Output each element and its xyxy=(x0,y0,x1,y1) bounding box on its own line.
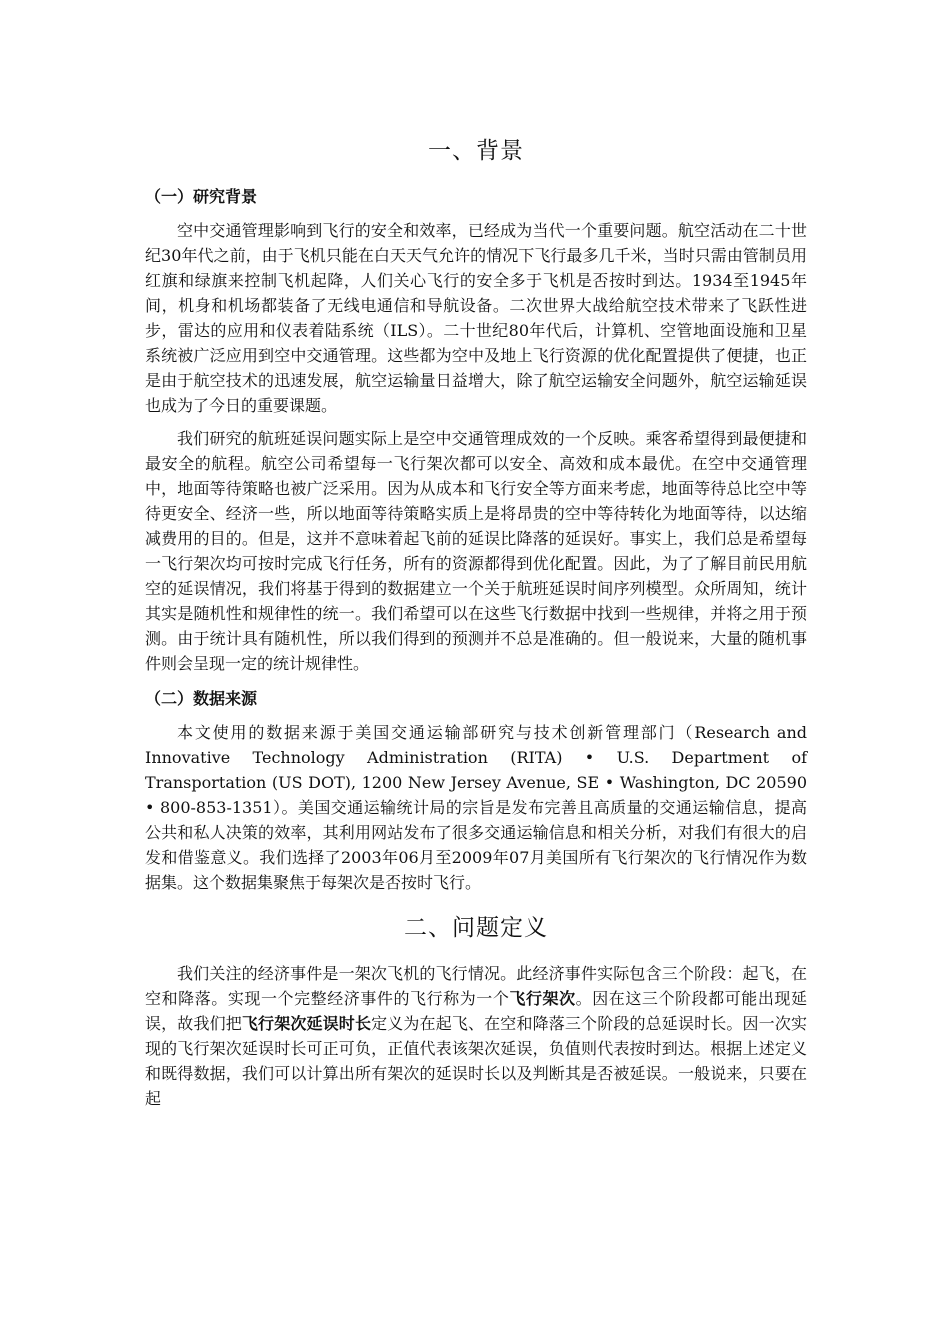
subsection-title-data-source: （二）数据来源 xyxy=(145,689,258,708)
paragraph-research-background-1: 空中交通管理影响到飞行的安全和效率，已经成为当代一个重要问题。航空活动在二十世纪30年代之前，由于飞机只能在白天天气允许的情况下飞行最多几千米，当时只需由管制员用红旗和绿旗来控制飞机起降，人们关心飞行的安全多于飞机是否按时到达。1934至1945年间，机身和机场都装备了无线电通信和导航设备。二次世界大战给航空技术带来了飞跃性进步，雷达的应用和仪表着陆系统（ILS）。二十世纪80年代后，计算机、空管地面设施和卫星系统被广泛应用到空中交通管理。这些都为空中及地上飞行资源的优化配置提供了便捷，也正是由于航空技术的迅速发展，航空运输量日益增大，除了航空运输安全问题外，航空运输延误也成为了今日的重要课题。 xyxy=(145,221,807,415)
section-title-background: 一、背景 xyxy=(428,138,524,164)
term-flight-sortie: 飞行架次 xyxy=(509,989,576,1008)
paragraph-research-background-2: 我们研究的航班延误问题实际上是空中交通管理成效的一个反映。乘客希望得到最便捷和最安全的航程。航空公司希望每一飞行架次都可以安全、高效和成本最优。在空中交通管理中，地面等待策略也被广泛采用。因为从成本和飞行安全等方面来考虑，地面等待总比空中等待更安全、经济一些，所以地面等待策略实质上是将昂贵的空中等待转化为地面等待，以达缩减费用的目的。但是，这并不意味着起飞前的延误比降落的延误好。事实上，我们总是希望每一飞行架次均可按时完成飞行任务，所有的资源都得到优化配置。因此，为了了解目前民用航空的延误情况，我们将基于得到的数据建立一个关于航班延误时间序列模型。众所周知，统计其实是随机性和规律性的统一。我们希望可以在这些飞行数据中找到一些规律，并将之用于预测。由于统计具有随机性，所以我们得到的预测并不总是准确的。但一般说来，大量的随机事件则会呈现一定的统计规律性。 xyxy=(145,429,807,673)
term-flight-sortie-delay: 飞行架次延误时长 xyxy=(241,1014,372,1033)
problem-text-part2: 。因在这三个阶段都可能出现延误，故我们把 xyxy=(145,989,807,1033)
document-page xyxy=(145,132,807,1119)
problem-text-part3: 定义为在起飞、在空和降落三个阶段的总延误时长。因一次实现的飞行架次延误时长可正可负，正值代表该架次延误，负值则代表按时到达。根据上述定义和既得数据，我们可以计算出所有架次的延误时长以及判断其是否被延误。一般说来，只要在起 xyxy=(145,1014,807,1108)
subsection-title-research-background: （一）研究背景 xyxy=(145,187,258,206)
section-title-problem-definition: 二、问题定义 xyxy=(404,915,548,941)
problem-text-part1: 我们关注的经济事件是一架次飞机的飞行情况。此经济事件实际包含三个阶段：起飞，在空和降落。实现一个完整经济事件的飞行称为一个 xyxy=(145,964,807,1008)
paragraph-data-source: 本文使用的数据来源于美国交通运输部研究与技术创新管理部门（Research and Innovative Technology Administration (RITA) • U.S. Department of Transportation (US DOT), 1200 New Jersey Avenue, SE • Washington, DC 20590 • 800-853-1351）。美国交通运输统计局的宗旨是发布完善且高质量的交通运输信息，提高公共和私人决策的效率，其利用网站发布了很多交通运输信息和相关分析，对我们有很大的启发和借鉴意义。我们选择了2003年06月至2009年07月美国所有飞行架次的飞行情况作为数据集。这个数据集聚焦于每架次是否按时飞行。 xyxy=(145,723,807,892)
paragraph-problem-definition xyxy=(145,961,807,1111)
